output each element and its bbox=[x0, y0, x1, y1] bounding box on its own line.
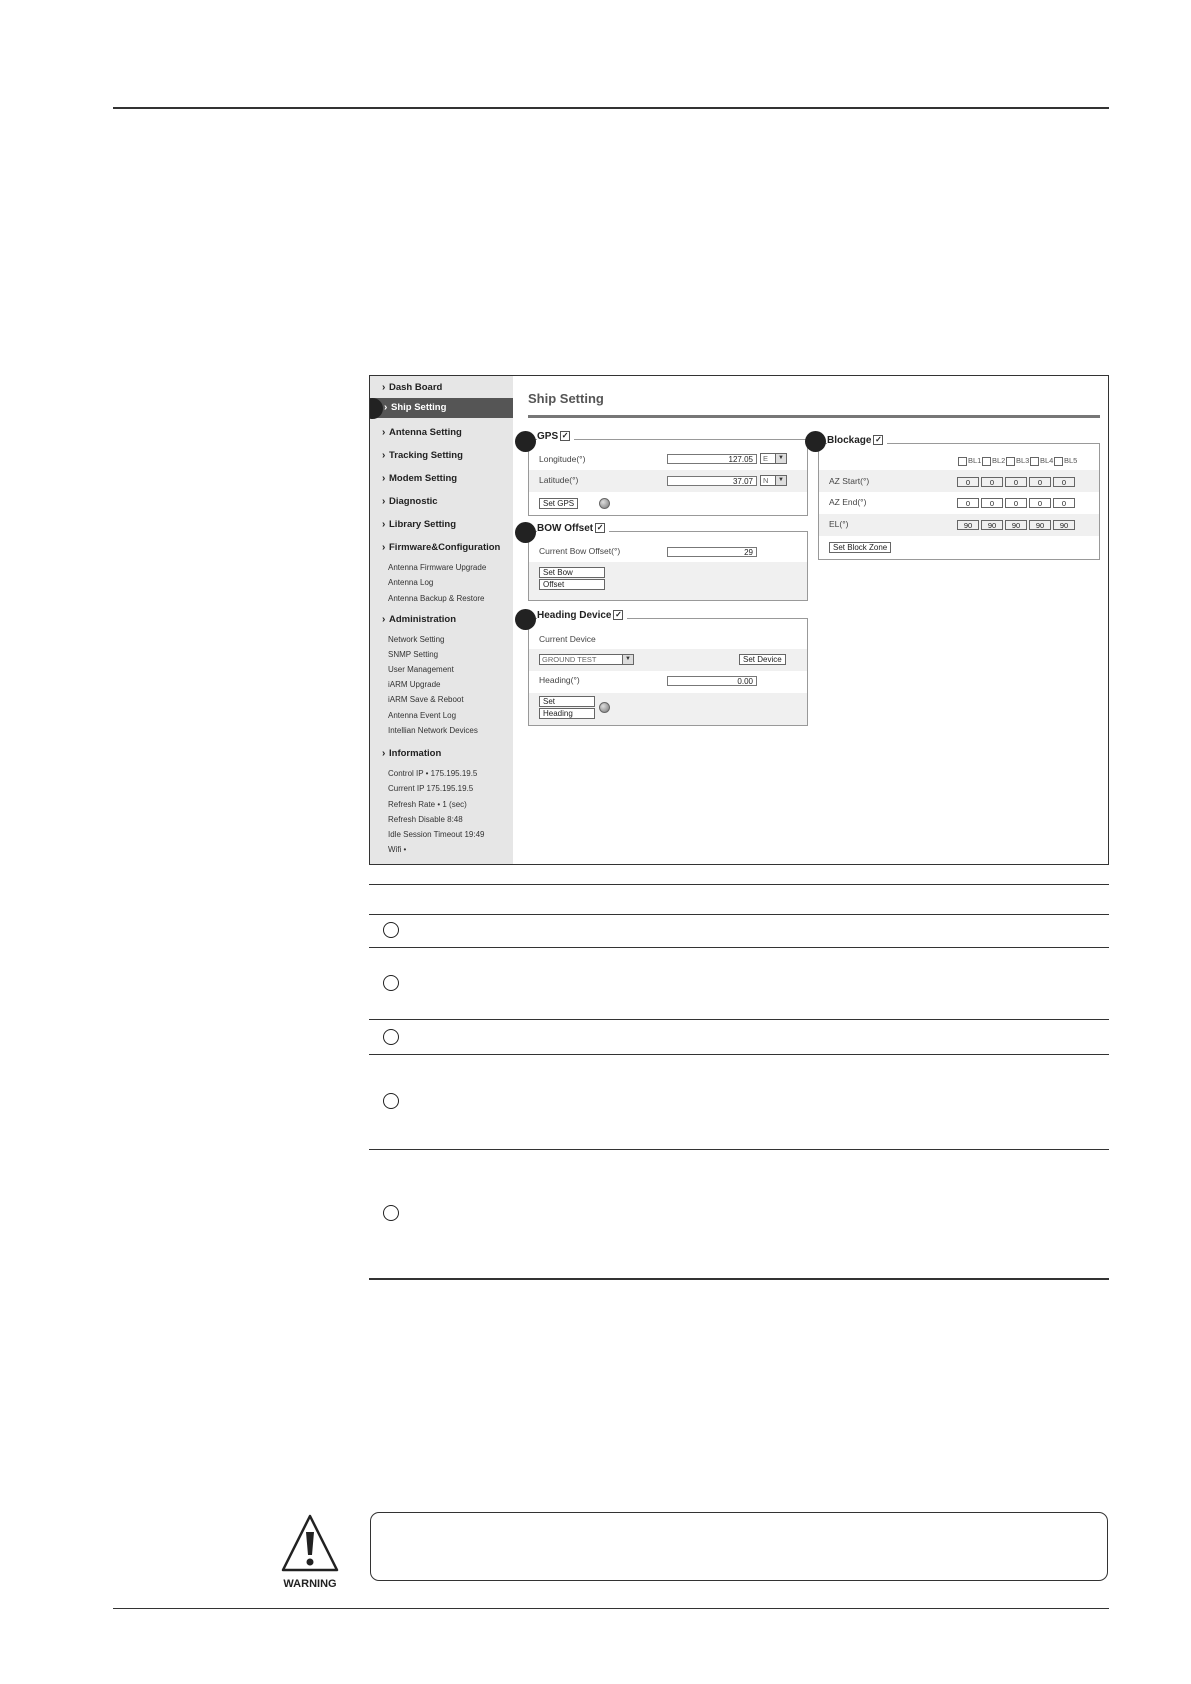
table-rule bbox=[369, 1054, 1109, 1055]
chevron-right-icon: › bbox=[382, 542, 386, 553]
heading-device-panel bbox=[528, 610, 808, 726]
bow-offset-checkbox[interactable]: ✓ bbox=[596, 523, 604, 533]
gps-panel bbox=[528, 431, 808, 516]
el-label: EL(°) bbox=[829, 519, 849, 529]
info-refresh-rate: Refresh Rate • 1 (sec) bbox=[388, 800, 467, 809]
set-heading-button-line1[interactable]: Set bbox=[539, 696, 595, 707]
el-bl4-input[interactable]: 90 bbox=[1029, 520, 1051, 530]
bow-offset-row bbox=[529, 540, 807, 562]
sidebar-sub-antenna-event-log[interactable]: Antenna Event Log bbox=[388, 711, 457, 720]
heading-device-select[interactable]: GROUND TEST ▼ bbox=[539, 654, 634, 665]
callout-marker bbox=[515, 609, 536, 630]
sidebar-item-administration[interactable]: › Administration bbox=[382, 614, 457, 625]
ship-setting-screenshot bbox=[369, 375, 1109, 865]
az-end-bl1-input[interactable]: 0 bbox=[957, 498, 979, 508]
set-device-button[interactable]: Set Device bbox=[739, 654, 786, 665]
table-rule bbox=[369, 1019, 1109, 1020]
bow-offset-button-row bbox=[529, 562, 807, 600]
chevron-right-icon: › bbox=[382, 519, 386, 530]
header-rule bbox=[113, 107, 1109, 109]
warning-box bbox=[370, 1512, 1108, 1581]
info-current-ip: Current IP 175.195.19.5 bbox=[388, 784, 474, 793]
bl4-checkbox[interactable]: BL4 bbox=[1030, 456, 1053, 466]
az-end-row bbox=[819, 492, 1099, 514]
table-rule bbox=[369, 884, 1109, 885]
longitude-input[interactable]: 127.05 bbox=[667, 454, 757, 464]
gps-heading: GPS ✓ bbox=[537, 431, 574, 442]
chevron-down-icon: ▼ bbox=[775, 476, 786, 485]
chevron-right-icon: › bbox=[382, 496, 386, 507]
device-select-row bbox=[529, 649, 807, 671]
longitude-label: Longitude(°) bbox=[539, 454, 586, 464]
az-end-bl3-input[interactable]: 0 bbox=[1005, 498, 1027, 508]
page-title: Ship Setting bbox=[528, 391, 604, 406]
latitude-direction-select[interactable]: N ▼ bbox=[760, 475, 787, 486]
table-rule bbox=[369, 1278, 1109, 1280]
latitude-input[interactable]: 37.07 bbox=[667, 476, 757, 486]
sidebar-item-tracking-setting[interactable]: › Tracking Setting bbox=[382, 450, 463, 461]
sidebar-item-modem-setting[interactable]: › Modem Setting bbox=[382, 473, 458, 484]
heading-label: Heading(°) bbox=[539, 675, 580, 685]
info-refresh-disable: Refresh Disable 8:48 bbox=[388, 815, 463, 824]
el-bl5-input[interactable]: 90 bbox=[1053, 520, 1075, 530]
az-end-bl5-input[interactable]: 0 bbox=[1053, 498, 1075, 508]
set-bow-offset-button-line2[interactable]: Offset bbox=[539, 579, 605, 590]
sidebar-item-diagnostic[interactable]: › Diagnostic bbox=[382, 496, 438, 507]
set-heading-button-line2[interactable]: Heading bbox=[539, 708, 595, 719]
sidebar-item-library-setting[interactable]: › Library Setting bbox=[382, 519, 457, 530]
callout-marker bbox=[515, 522, 536, 543]
chevron-right-icon: › bbox=[382, 748, 386, 759]
sidebar-sub-iarm-upgrade[interactable]: iARM Upgrade bbox=[388, 680, 441, 689]
bl2-checkbox[interactable]: BL2 bbox=[982, 456, 1005, 466]
az-start-label: AZ Start(°) bbox=[829, 476, 870, 486]
chevron-right-icon: › bbox=[382, 427, 386, 438]
info-idle-session-timeout: Idle Session Timeout 19:49 bbox=[388, 830, 485, 839]
sidebar-sub-antenna-backup-restore[interactable]: Antenna Backup & Restore bbox=[388, 594, 485, 603]
sidebar-item-dash-board[interactable]: › Dash Board bbox=[382, 382, 443, 393]
el-bl2-input[interactable]: 90 bbox=[981, 520, 1003, 530]
current-device-row bbox=[529, 627, 807, 649]
callout-circle bbox=[383, 1205, 399, 1221]
az-start-bl1-input[interactable]: 0 bbox=[957, 477, 979, 487]
sidebar-sub-iarm-save-reboot[interactable]: iARM Save & Reboot bbox=[388, 695, 464, 704]
longitude-row bbox=[529, 448, 807, 470]
callout-circle bbox=[383, 922, 399, 938]
blockage-zones-row bbox=[819, 448, 1099, 470]
latitude-label: Latitude(°) bbox=[539, 475, 579, 485]
sidebar-item-firmware-configuration[interactable]: › Firmware&Configuration bbox=[382, 542, 501, 553]
bl5-checkbox[interactable]: BL5 bbox=[1054, 456, 1077, 466]
heading-status-led-icon bbox=[599, 702, 610, 713]
el-row bbox=[819, 514, 1099, 536]
blockage-panel bbox=[818, 435, 1100, 560]
current-device-label: Current Device bbox=[539, 634, 596, 644]
chevron-right-icon: › bbox=[382, 382, 386, 393]
sidebar-sub-antenna-log[interactable]: Antenna Log bbox=[388, 578, 434, 587]
blockage-checkbox[interactable]: ✓ bbox=[875, 435, 882, 445]
set-gps-button[interactable]: Set GPS bbox=[539, 498, 578, 509]
info-wifi: Wifi • bbox=[388, 845, 407, 854]
chevron-right-icon: › bbox=[384, 402, 388, 413]
callout-circle bbox=[383, 1093, 399, 1109]
chevron-right-icon: › bbox=[382, 450, 386, 461]
chevron-down-icon: ▼ bbox=[622, 655, 633, 664]
el-bl1-input[interactable]: 90 bbox=[957, 520, 979, 530]
longitude-direction-select[interactable]: E ▼ bbox=[760, 453, 787, 464]
table-rule bbox=[369, 1149, 1109, 1150]
az-end-bl4-input[interactable]: 0 bbox=[1029, 498, 1051, 508]
bl1-checkbox[interactable]: BL1 bbox=[958, 456, 981, 466]
latitude-row bbox=[529, 470, 807, 492]
sidebar-sub-antenna-firmware-upgrade[interactable]: Antenna Firmware Upgrade bbox=[388, 563, 487, 572]
az-end-bl2-input[interactable]: 0 bbox=[981, 498, 1003, 508]
main-content bbox=[513, 376, 1108, 864]
chevron-right-icon: › bbox=[382, 614, 386, 625]
callout-circle bbox=[383, 975, 399, 991]
warning-label: WARNING bbox=[283, 1578, 337, 1590]
bl3-checkbox[interactable]: BL3 bbox=[1006, 456, 1029, 466]
az-start-bl3-input[interactable]: 0 bbox=[1005, 477, 1027, 487]
callout-circle bbox=[383, 1029, 399, 1045]
bow-offset-panel bbox=[528, 523, 808, 601]
heading-input[interactable]: 0.00 bbox=[667, 676, 757, 686]
set-bow-offset-button-line1[interactable]: Set Bow bbox=[539, 567, 605, 578]
warning-triangle-icon bbox=[279, 1512, 341, 1582]
el-bl3-input[interactable]: 90 bbox=[1005, 520, 1027, 530]
footer-rule bbox=[113, 1608, 1109, 1609]
current-bow-offset-label: Current Bow Offset(°) bbox=[539, 546, 621, 556]
heading-device-checkbox[interactable]: ✓ bbox=[615, 610, 622, 620]
sidebar-sub-intellian-network-devices[interactable]: Intellian Network Devices bbox=[388, 726, 478, 735]
az-start-bl5-input[interactable]: 0 bbox=[1053, 477, 1075, 487]
heading-value-row bbox=[529, 671, 807, 693]
sidebar bbox=[370, 376, 513, 864]
heading-device-heading: Heading Device ✓ bbox=[537, 610, 627, 621]
title-rule bbox=[528, 415, 1100, 418]
gps-checkbox[interactable]: ✓ bbox=[561, 431, 569, 441]
current-bow-offset-input[interactable]: 29 bbox=[667, 547, 757, 557]
blockage-heading: Blockage ✓ bbox=[827, 435, 887, 446]
callout-marker bbox=[805, 431, 826, 452]
table-rule bbox=[369, 914, 1109, 915]
az-end-label: AZ End(°) bbox=[829, 497, 867, 507]
az-start-row bbox=[819, 470, 1099, 492]
set-block-zone-button[interactable]: Set Block Zone bbox=[829, 542, 891, 553]
sidebar-sub-snmp-setting[interactable]: SNMP Setting bbox=[388, 650, 439, 659]
sidebar-item-antenna-setting[interactable]: › Antenna Setting bbox=[382, 427, 462, 438]
sidebar-sub-user-management[interactable]: User Management bbox=[388, 665, 454, 674]
info-control-ip: Control IP • 175.195.19.5 bbox=[388, 769, 478, 778]
chevron-down-icon: ▼ bbox=[775, 454, 786, 463]
az-start-bl2-input[interactable]: 0 bbox=[981, 477, 1003, 487]
callout-marker bbox=[515, 431, 536, 452]
chevron-right-icon: › bbox=[382, 473, 386, 484]
table-rule bbox=[369, 947, 1109, 948]
sidebar-sub-network-setting[interactable]: Network Setting bbox=[388, 635, 445, 644]
set-heading-row bbox=[529, 693, 807, 725]
sidebar-item-ship-setting[interactable]: › Ship Setting bbox=[370, 398, 513, 418]
az-start-bl4-input[interactable]: 0 bbox=[1029, 477, 1051, 487]
sidebar-item-information[interactable]: › Information bbox=[382, 748, 442, 759]
gps-status-led-icon bbox=[599, 498, 610, 509]
bow-offset-heading: BOW Offset ✓ bbox=[537, 523, 609, 534]
